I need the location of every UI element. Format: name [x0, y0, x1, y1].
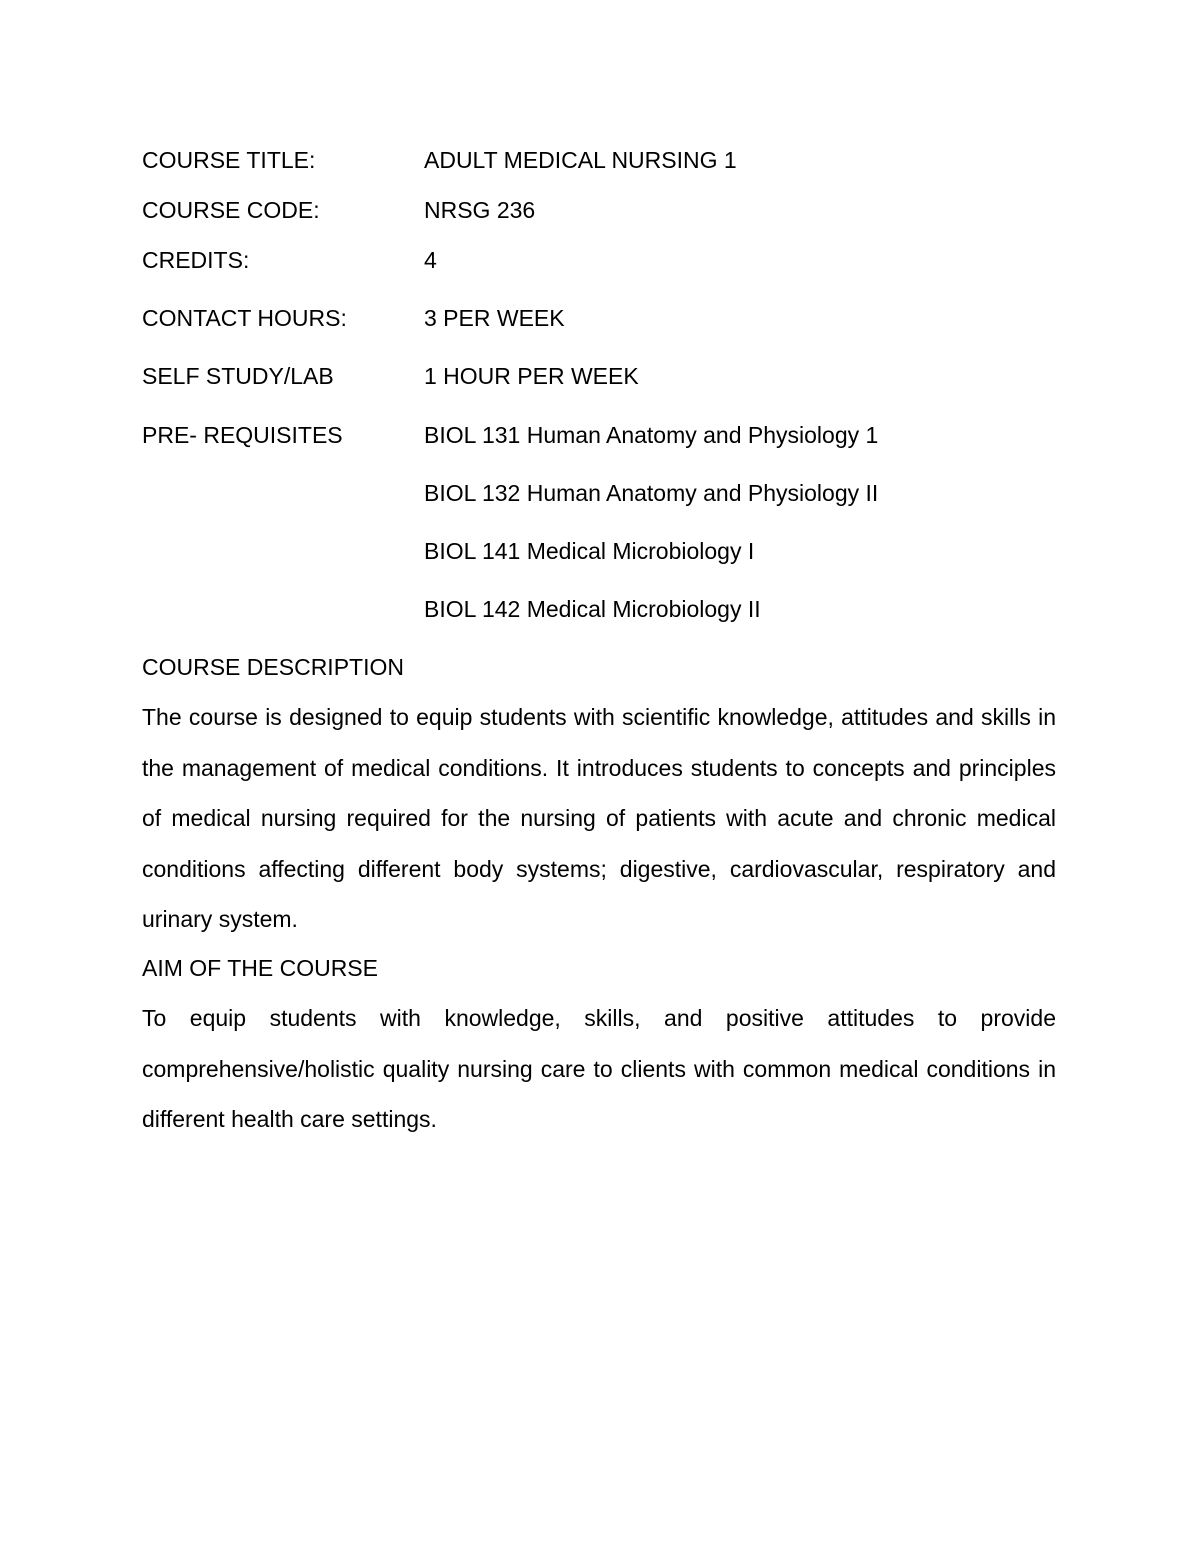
- self-study-value: 1 HOUR PER WEEK: [424, 363, 639, 389]
- prerequisite-item: BIOL 132 Human Anatomy and Physiology II: [424, 480, 879, 506]
- prerequisite-item: BIOL 142 Medical Microbiology II: [424, 596, 761, 622]
- contact-hours-label: CONTACT HOURS:: [142, 305, 347, 331]
- prerequisite-item: BIOL 141 Medical Microbiology I: [424, 538, 755, 564]
- course-title-label: COURSE TITLE:: [142, 147, 316, 173]
- course-code-label: COURSE CODE:: [142, 197, 320, 223]
- course-code-value: NRSG 236: [424, 197, 536, 223]
- course-description-heading: COURSE DESCRIPTION: [142, 654, 404, 680]
- prerequisite-item: BIOL 131 Human Anatomy and Physiology 1: [424, 422, 879, 448]
- course-description-text: The course is designed to equip students with scientific knowledge, attitudes and skills in the management of medical conditions. It introduces students to concepts and principles of medical nursing required for the nursing of patients with acute and chronic medical conditions affecting different body systems; digestive, cardiovascular, respiratory and urinary system.: [142, 704, 1056, 932]
- credits-value: 4: [424, 247, 437, 273]
- contact-hours-value: 3 PER WEEK: [424, 305, 565, 331]
- course-aim-text: To equip students with knowledge, skills, and positive attitudes to provide comprehensive/holistic quality nursing care to clients with common medical conditions in different health care settings.: [142, 1005, 1056, 1132]
- self-study-label: SELF STUDY/LAB: [142, 363, 334, 389]
- course-title-value: ADULT MEDICAL NURSING 1: [424, 147, 737, 173]
- credits-label: CREDITS:: [142, 247, 250, 273]
- prerequisites-label: PRE- REQUISITES: [142, 422, 343, 448]
- course-aim-heading: AIM OF THE COURSE: [142, 955, 378, 981]
